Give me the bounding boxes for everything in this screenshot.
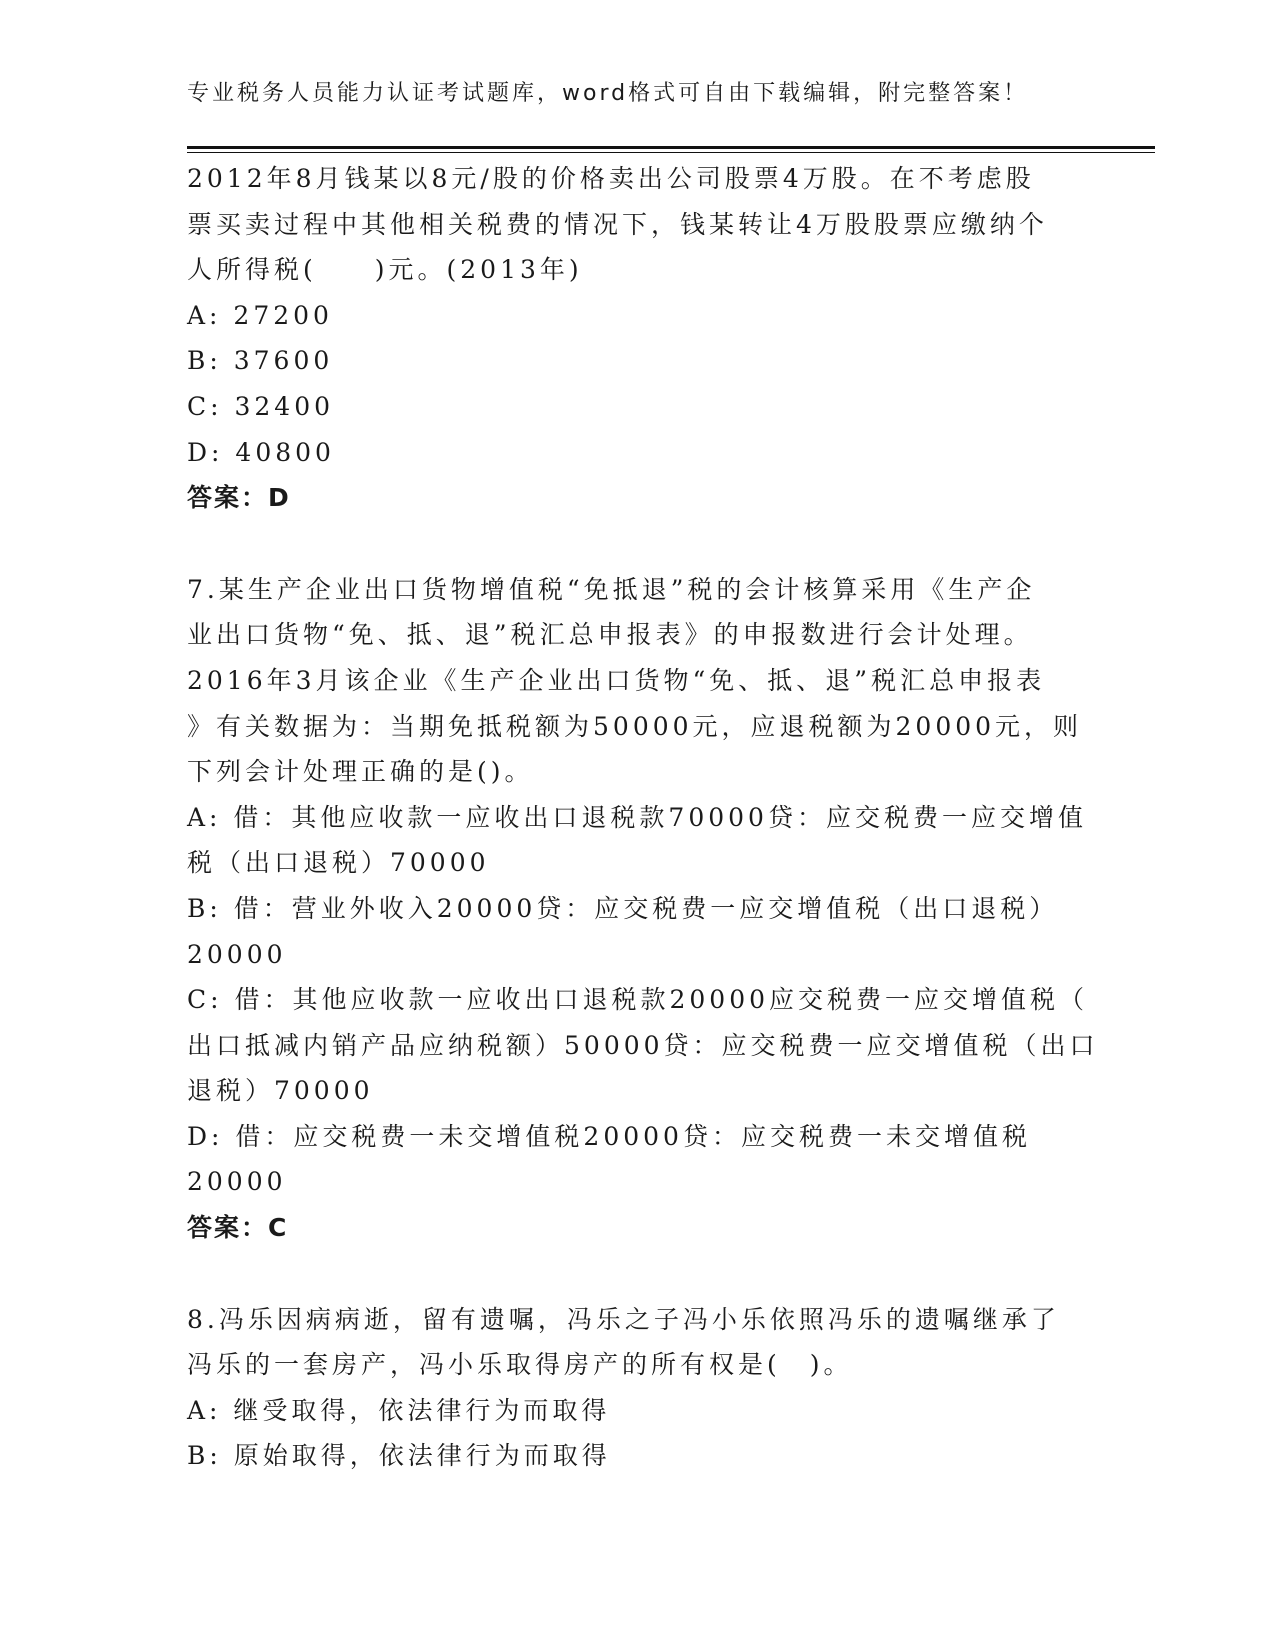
option-c: C: 借：其他应收款一应收出口退税款20000应交税费一应交增值税（ [187,985,1089,1015]
question-7 [187,567,1099,1251]
question-text-line: 》有关数据为：当期免抵税额为50000元，应退税额为20000元，则 [187,711,1083,741]
option-c-cont: 出口抵减内销产品应纳税额）50000贷：应交税费一应交增值税（出口 [187,1030,1099,1060]
question-6 [187,156,1087,521]
spacer [187,1251,1087,1297]
question-8 [187,1297,1087,1479]
question-text-line: 2016年3月该企业《生产企业出口货物“免、抵、退”税汇总申报表 [187,665,1046,695]
question-text-line: 票买卖过程中其他相关税费的情况下，钱某转让4万股股票应缴纳个 [187,209,1048,239]
document-body [187,156,1099,1479]
question-text-line: 冯乐的一套房产，冯小乐取得房产的所有权是( )。 [187,1350,853,1380]
header-rule-thin [187,152,1155,153]
question-text-line: 人所得税( )元。(2013年) [187,255,583,285]
option-d: D: 借：应交税费一未交增值税20000贷：应交税费一未交增值税 [187,1121,1031,1151]
option-a: A: 借：其他应收款一应收出口退税款70000贷：应交税费一应交增值 [187,802,1087,832]
option-b: B: 借：营业外收入20000贷：应交税费一应交增值税（出口退税） [187,893,1059,923]
option-b: B: 原始取得，依法律行为而取得 [187,1441,611,1471]
option-c-cont: 退税）70000 [187,1076,374,1106]
option-b: B: 37600 [187,346,334,376]
question-text-line: 2012年8月钱某以8元/股的价格卖出公司股票4万股。在不考虑股 [187,164,1035,193]
question-text-line: 7.某生产企业出口货物增值税“免抵退”税的会计核算采用《生产企 [187,574,1036,604]
option-b-cont: 20000 [187,939,287,969]
question-text-line: 下列会计处理正确的是()。 [187,757,534,787]
question-text-line: 8.冯乐因病病逝，留有遗嘱，冯乐之子冯小乐依照冯乐的遗嘱继承了 [187,1304,1060,1334]
spacer [187,521,1087,567]
option-a-cont: 税（出口退税）70000 [187,848,490,878]
header-rule-thick [187,146,1155,149]
page-header: 专业税务人员能力认证考试题库，word格式可自由下载编辑，附完整答案！ [187,81,1029,106]
option-a: A: 继受取得，依法律行为而取得 [187,1395,611,1425]
option-c: C: 32400 [187,391,335,421]
answer-label: 答案：C [187,1213,289,1243]
question-text-line: 业出口货物“免、抵、退”税汇总申报表》的申报数进行会计处理。 [187,620,1033,650]
option-d: D: 40800 [187,437,335,467]
option-d-cont: 20000 [187,1167,287,1197]
option-a: A: 27200 [187,300,333,330]
answer-label: 答案：D [187,483,291,513]
